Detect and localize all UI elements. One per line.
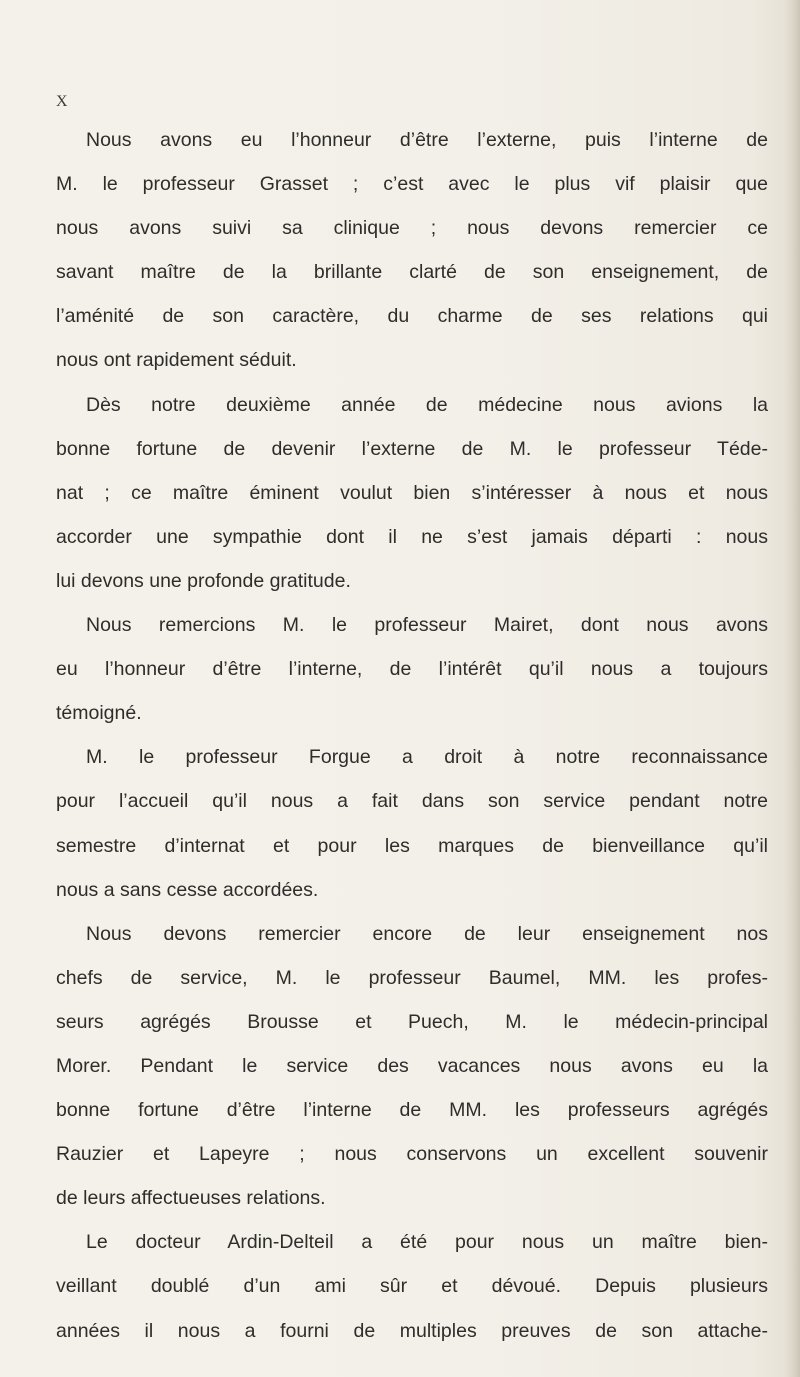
text-line: nous a sans cesse accordées. <box>56 878 319 901</box>
page-edge-shadow <box>784 0 800 1377</box>
text-line: Dès notre deuxième année de médecine nous avions la <box>86 393 768 416</box>
text-line: Rauzier et Lapeyre ; nous conservons un excellent souvenir <box>56 1143 768 1166</box>
text-line: de leurs affectueuses relations. <box>56 1187 326 1210</box>
text-line: Morer. Pendant le service des vacances nous avons eu la <box>56 1054 768 1077</box>
text-line: seurs agrégés Brousse et Puech, M. le médecin-principal <box>56 1010 768 1033</box>
text-line: années il nous a fourni de multiples preuves de son attache- <box>56 1319 768 1342</box>
text-line: Nous avons eu l’honneur d’être l’externe, puis l’interne de <box>86 129 768 151</box>
text-line: semestre d’internat et pour les marques de bienveillance qu’il <box>56 834 768 857</box>
text-line: Nous devons remercier encore de leur enseignement nos <box>86 922 768 945</box>
text-line: pour l’accueil qu’il nous a fait dans son service pendant notre <box>56 790 768 813</box>
text-line: nat ; ce maître éminent voulut bien s’intéresser à nous et nous <box>56 481 768 504</box>
text-line: témoigné. <box>56 702 142 725</box>
body-text <box>56 118 768 1353</box>
text-line: eu l’honneur d’être l’interne, de l’intérêt qu’il nous a toujours <box>56 658 768 681</box>
text-line: chefs de service, M. le professeur Baumel, MM. les profes- <box>56 966 768 989</box>
text-line: bonne fortune de devenir l’externe de M. le professeur Téde- <box>56 437 768 460</box>
text-line: lui devons une profonde gratitude. <box>56 569 351 592</box>
text-line: accorder une sympathie dont il ne s’est jamais départi : nous <box>56 525 768 548</box>
text-line: savant maître de la brillante clarté de son enseignement, de <box>56 261 768 284</box>
text-line: bonne fortune d’être l’interne de MM. les professeurs agrégés <box>56 1099 768 1122</box>
text-line: veillant doublé d’un ami sûr et dévoué. Depuis plusieurs <box>56 1275 768 1298</box>
text-line: l’aménité de son caractère, du charme de ses relations qui <box>56 305 768 328</box>
text-line: M. le professeur Forgue a droit à notre reconnaissance <box>86 746 768 769</box>
text-line: nous avons suivi sa clinique ; nous devons remercier ce <box>56 217 768 240</box>
text-line: nous ont rapidement séduit. <box>56 349 297 372</box>
text-line: Nous remercions M. le professeur Mairet, dont nous avons <box>86 614 768 637</box>
text-line: Le docteur Ardin-Delteil a été pour nous un maître bien- <box>86 1231 768 1254</box>
text-line: M. le professeur Grasset ; c’est avec le plus vif plaisir que <box>56 173 768 196</box>
page-number: X <box>56 93 69 110</box>
